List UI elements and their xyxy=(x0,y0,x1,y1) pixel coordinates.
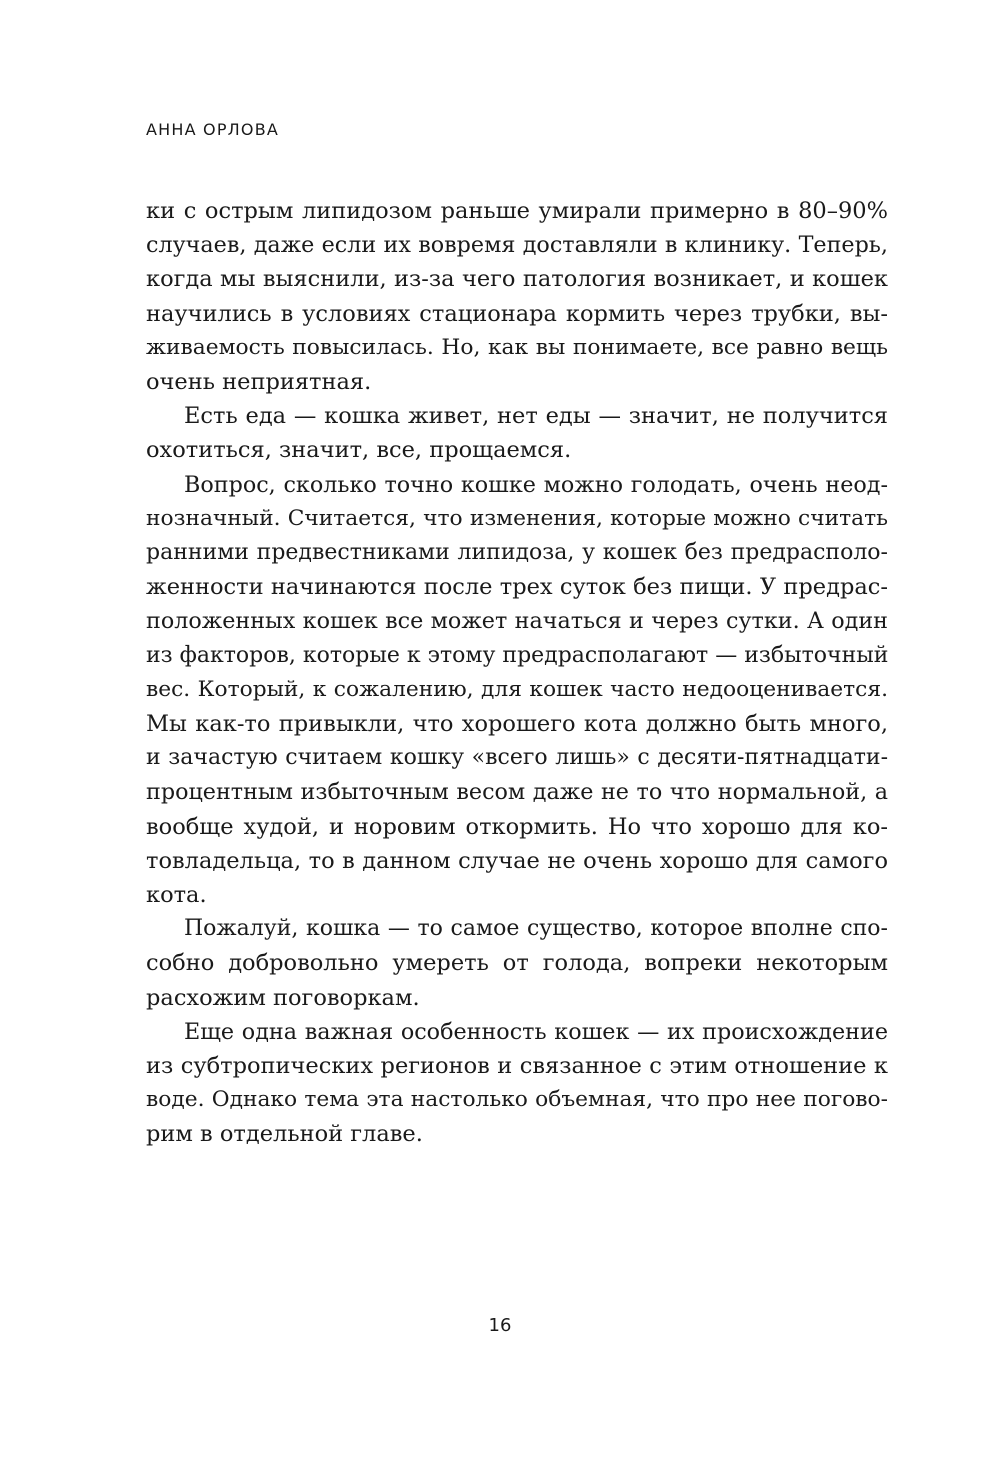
text-line: Мы как-то привыкли, что хорошего кота должно быть много, xyxy=(146,711,888,738)
body-text xyxy=(146,194,888,1152)
text-line: вообще худой, и норовим откормить. Но что хорошо для ко- xyxy=(146,813,888,840)
text-line: когда мы выяснили, из-за чего патология возникает, и кошек xyxy=(146,266,888,293)
text-line: рим в отдельной главе. xyxy=(146,1121,423,1148)
text-line: собно добровольно умереть от голода, вопреки некоторым xyxy=(146,950,888,977)
text-line: товладельца, то в данном случае не очень хорошо для самого xyxy=(146,847,888,874)
text-line: очень неприятная. xyxy=(146,369,372,396)
text-line: Есть еда — кошка живет, нет еды — значит, не получится xyxy=(184,403,888,430)
text-line: вес. Который, к сожалению, для кошек часто недооценивается. xyxy=(146,676,888,702)
text-line: случаев, даже если их вовремя доставляли в клинику. Теперь, xyxy=(146,232,888,259)
text-line: Вопрос, сколько точно кошке можно голодать, очень неод- xyxy=(184,471,888,498)
text-line: процентным избыточным весом даже не то что нормальной, а xyxy=(146,779,888,806)
text-line: из факторов, которые к этому предрасполагают — избыточный xyxy=(146,642,889,668)
text-line: нозначный. Считается, что изменения, которые можно считать xyxy=(146,505,888,531)
text-line: из субтропических регионов и связанное с этим отношение к xyxy=(146,1053,888,1080)
text-line: положенных кошек все может начаться и через сутки. А один xyxy=(146,608,888,635)
running-head-author: АННА ОРЛОВА xyxy=(146,120,280,139)
text-line: Пожалуй, кошка — то самое существо, которое вполне спо- xyxy=(184,916,888,942)
text-line: кота. xyxy=(146,882,207,909)
text-line: и зачастую считаем кошку «всего лишь» с десяти-пятнадцати- xyxy=(146,745,888,771)
text-line: Еще одна важная особенность кошек — их происхождение xyxy=(184,1018,888,1045)
page-number: 16 xyxy=(488,1315,512,1336)
text-line: расхожим поговоркам. xyxy=(146,984,420,1011)
text-line: женности начинаются после трех суток без пищи. У предрас- xyxy=(146,574,888,601)
text-line: живаемость повысилась. Но, как вы понимаете, все равно вещь xyxy=(146,334,888,360)
text-line: охотиться, значит, все, прощаемся. xyxy=(146,437,572,464)
text-line: ранними предвестниками липидоза, у кошек без предрасполо- xyxy=(146,540,888,566)
text-line: ки с острым липидозом раньше умирали примерно в 80–90% xyxy=(146,198,888,224)
text-line: воде. Однако тема эта настолько объемная, что про нее погово- xyxy=(146,1087,888,1113)
text-line: научились в условиях стационара кормить через трубки, вы- xyxy=(146,300,888,327)
